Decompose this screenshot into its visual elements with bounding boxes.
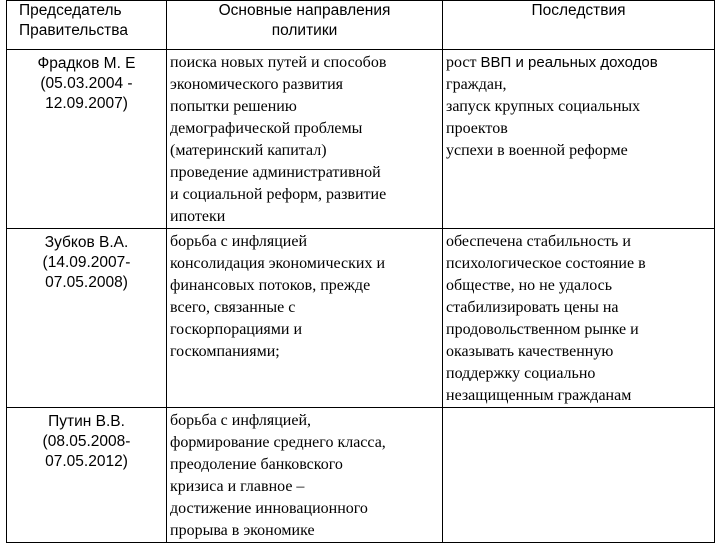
chairman-cell: Путин В.В. (08.05.2008- 07.05.2012)	[7, 408, 167, 543]
consequences-prefix: рост	[446, 54, 481, 71]
header-consequences: Последствия	[443, 1, 715, 50]
consequences-rest: граждан, запуск крупных социальных проектов успехи в военной реформе	[446, 76, 641, 159]
table-header-row	[7, 1, 715, 50]
consequences-cell	[443, 408, 715, 543]
chairman-cell: Зубков В.А. (14.09.2007- 07.05.2008)	[7, 229, 167, 408]
table-row	[7, 229, 715, 408]
chairman-cell: Фрадков М. Е (05.03.2004 - 12.09.2007)	[7, 50, 167, 229]
consequences-cell: обеспечена стабильность и психологическое состояние в обществе, но не удалось стабилизировать цены на продовольственном рынке и оказывать качественную поддержку социально незащищенным гражданам	[443, 229, 715, 408]
header-chairman: Председатель Правительства	[7, 1, 167, 50]
header-policy: Основные направления политики	[167, 1, 443, 50]
consequences-sans-text: ВВП и реальных доходов	[480, 54, 658, 71]
prime-ministers-table	[6, 0, 715, 543]
policy-cell: поиска новых путей и способов экономического развития попытки решению демографической проблемы (материнский капитал) проведение административной и социальной реформ, развитие ипотеки	[167, 50, 443, 229]
table-row	[7, 50, 715, 229]
consequences-cell	[443, 50, 715, 229]
table-row	[7, 408, 715, 543]
policy-cell: борьба с инфляцией консолидация экономических и финансовых потоков, прежде всего, связанные с госкорпорациями и госкомпаниями;	[167, 229, 443, 408]
policy-cell: борьба с инфляцией, формирование среднего класса, преодоление банковского кризиса и главное – достижение инновационного прорыва в экономике	[167, 408, 443, 543]
